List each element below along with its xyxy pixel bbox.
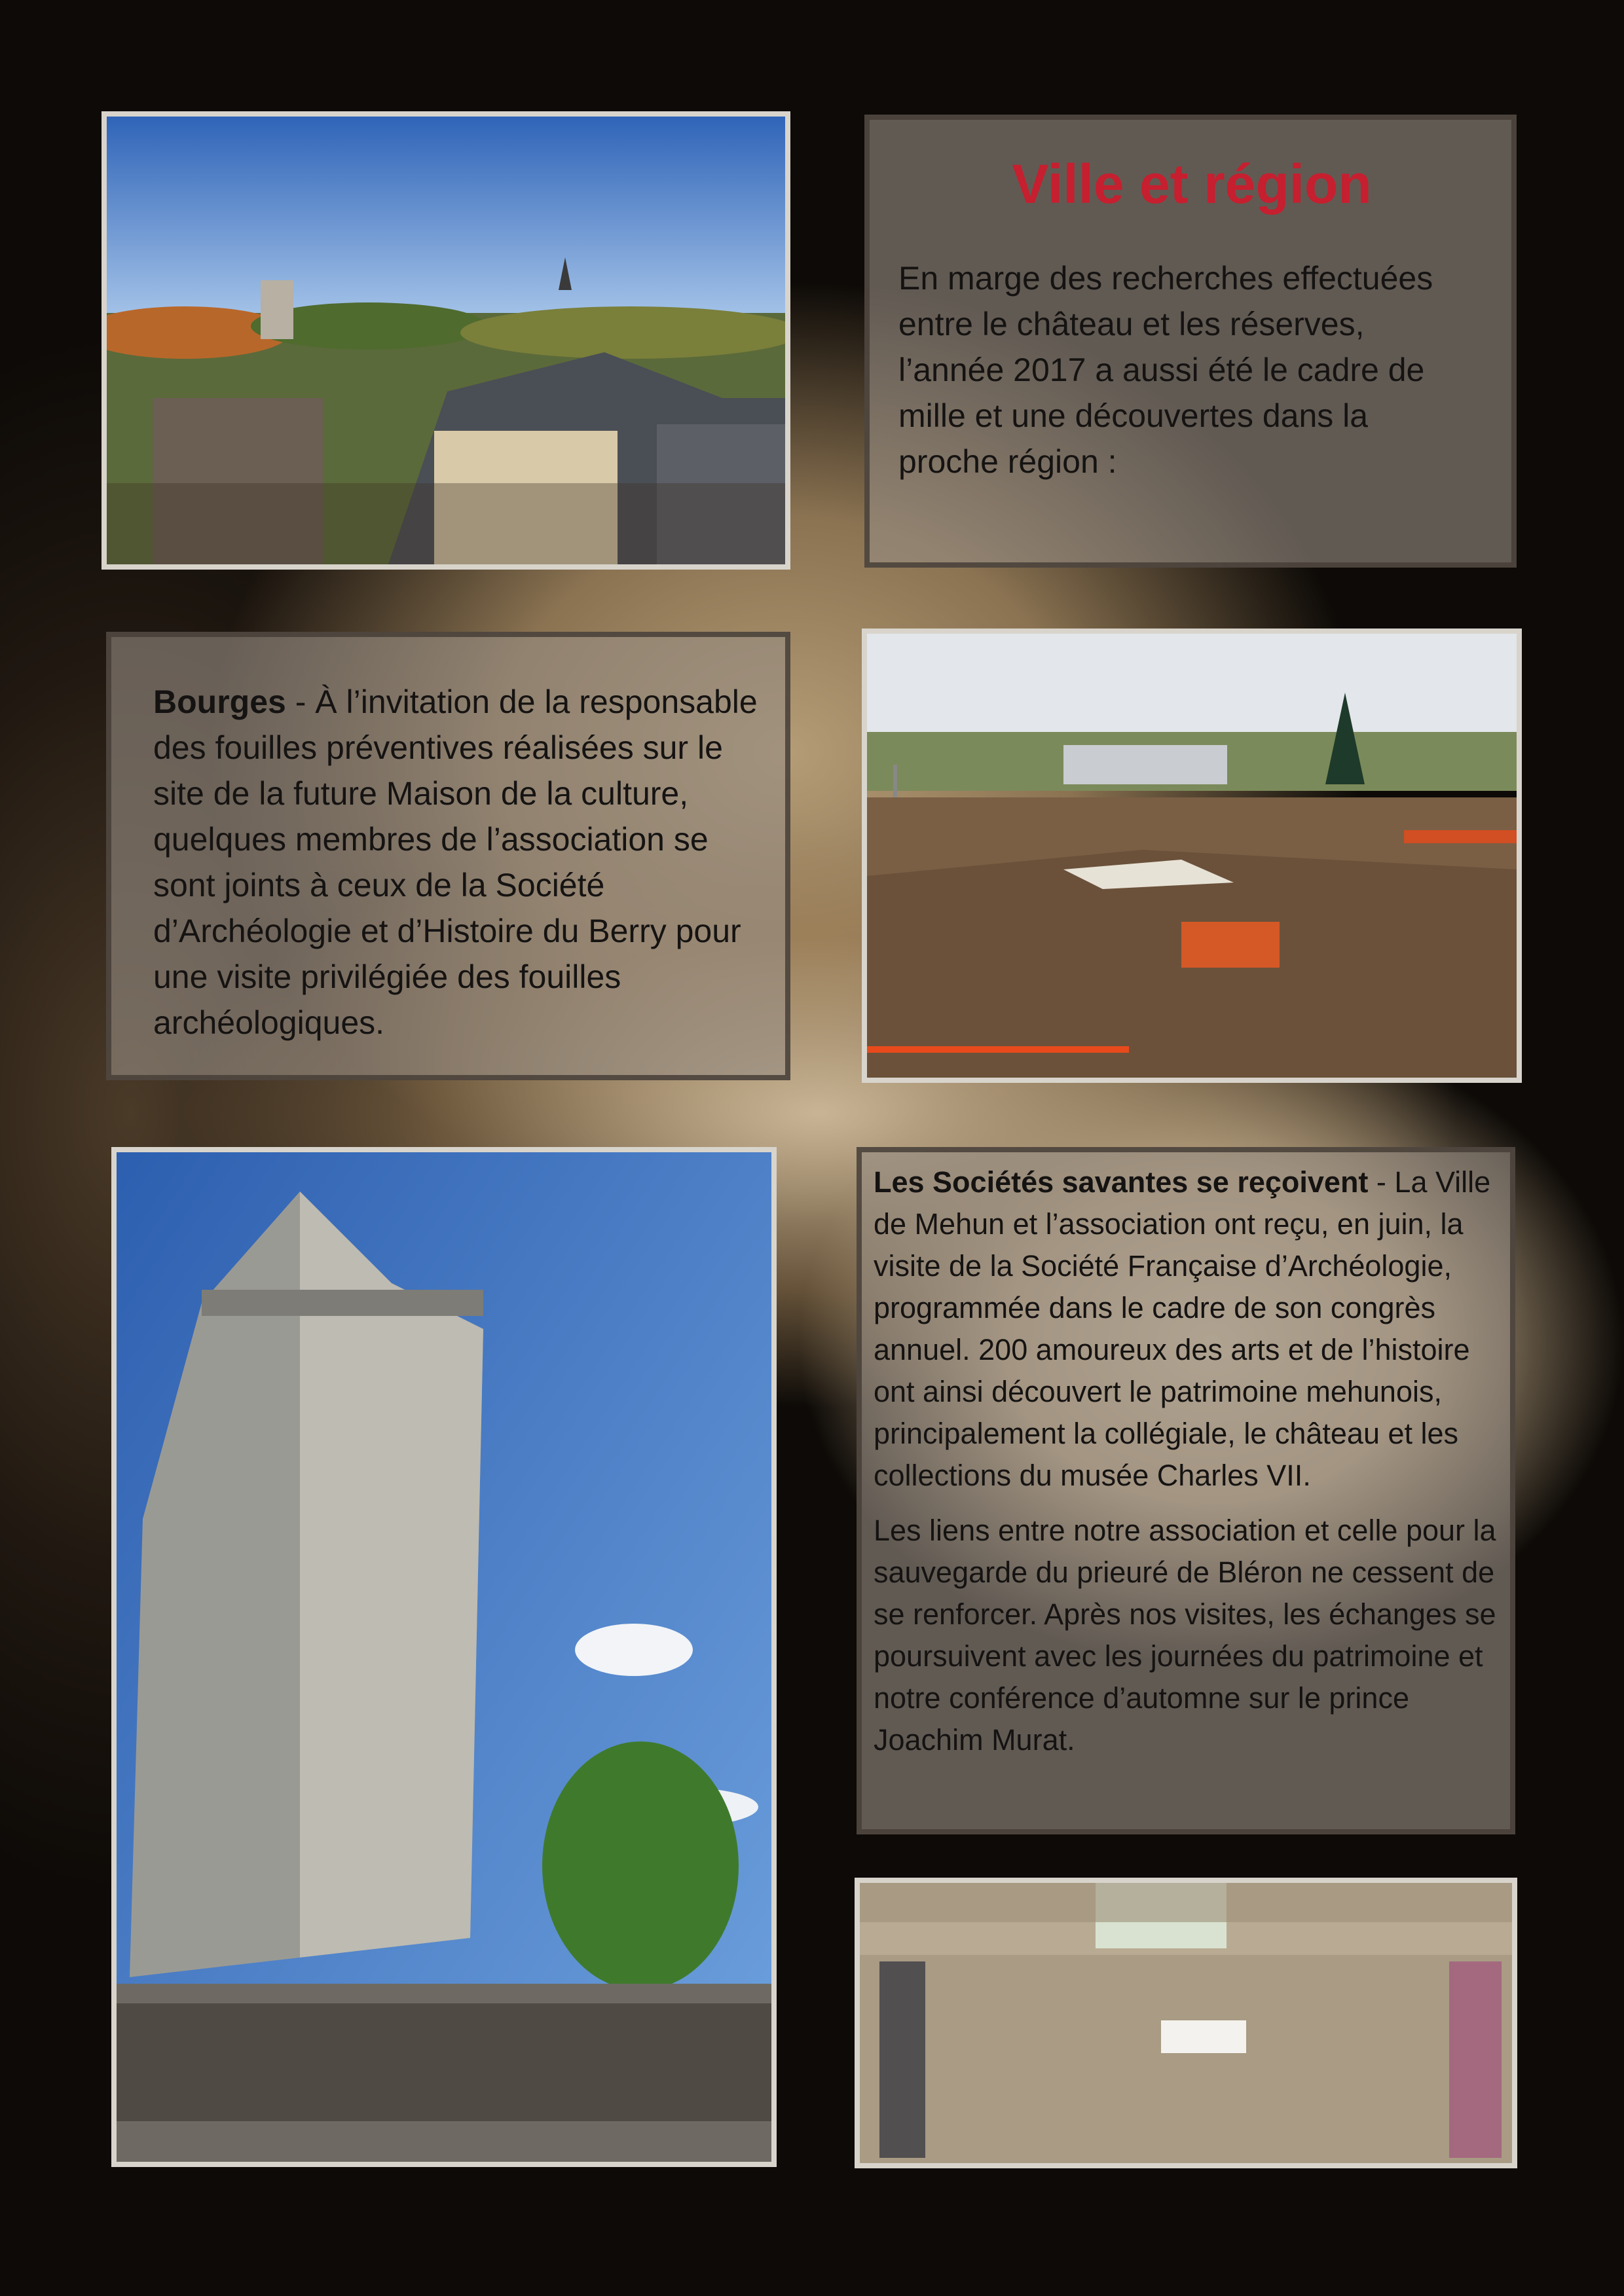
town-view-photo [101, 111, 790, 570]
intro-text: En marge des recherches effectuées entre le château et les réserves, l’année 2017 a aussi été le cadre de mille et une découvertes dans la proche région : [898, 260, 1433, 480]
societes-body: - La Ville de Mehun et l’association ont reçu, en juin, la visite de la Société Française d’Archéologie, programmée dans le cadre de son congrès annuel. 200 amoureux des arts et de l’histoire ont ainsi découvert le patrimoine mehunois, principalement la collégiale, le château et les collections du musée Charles VII. [874, 1165, 1491, 1492]
societes-paragraph-2: Les liens entre notre association et celle pour la sauvegarde du prieuré de Bléron ne cessent de se renforcer. Après nos visites, les échanges se poursuivent avec les journées du patrimoine et notre conférence d’automne sur le prince Joachim Murat. [874, 1514, 1496, 1757]
tower-photo [111, 1147, 777, 2167]
page-title: Ville et région [1012, 153, 1372, 215]
bourges-text [153, 679, 772, 1046]
intro-panel [864, 115, 1517, 568]
group-photo [855, 1878, 1517, 2168]
societes-panel [857, 1147, 1515, 1834]
bourges-panel [106, 632, 790, 1080]
bourges-lead: Bourges [153, 683, 286, 720]
societes-text [874, 1161, 1505, 1497]
bourges-body: - À l’invitation de la responsable des fouilles préventives réalisées sur le site de la future Maison de la culture, quelques membres de l’association se sont joints à ceux de la Société d’Archéologie et d’Histoire du Berry pour une visite privilégiée des fouilles archéologiques. [153, 683, 758, 1041]
excavation-photo [862, 629, 1522, 1083]
societes-lead: Les Sociétés savantes se reçoivent [874, 1165, 1369, 1199]
